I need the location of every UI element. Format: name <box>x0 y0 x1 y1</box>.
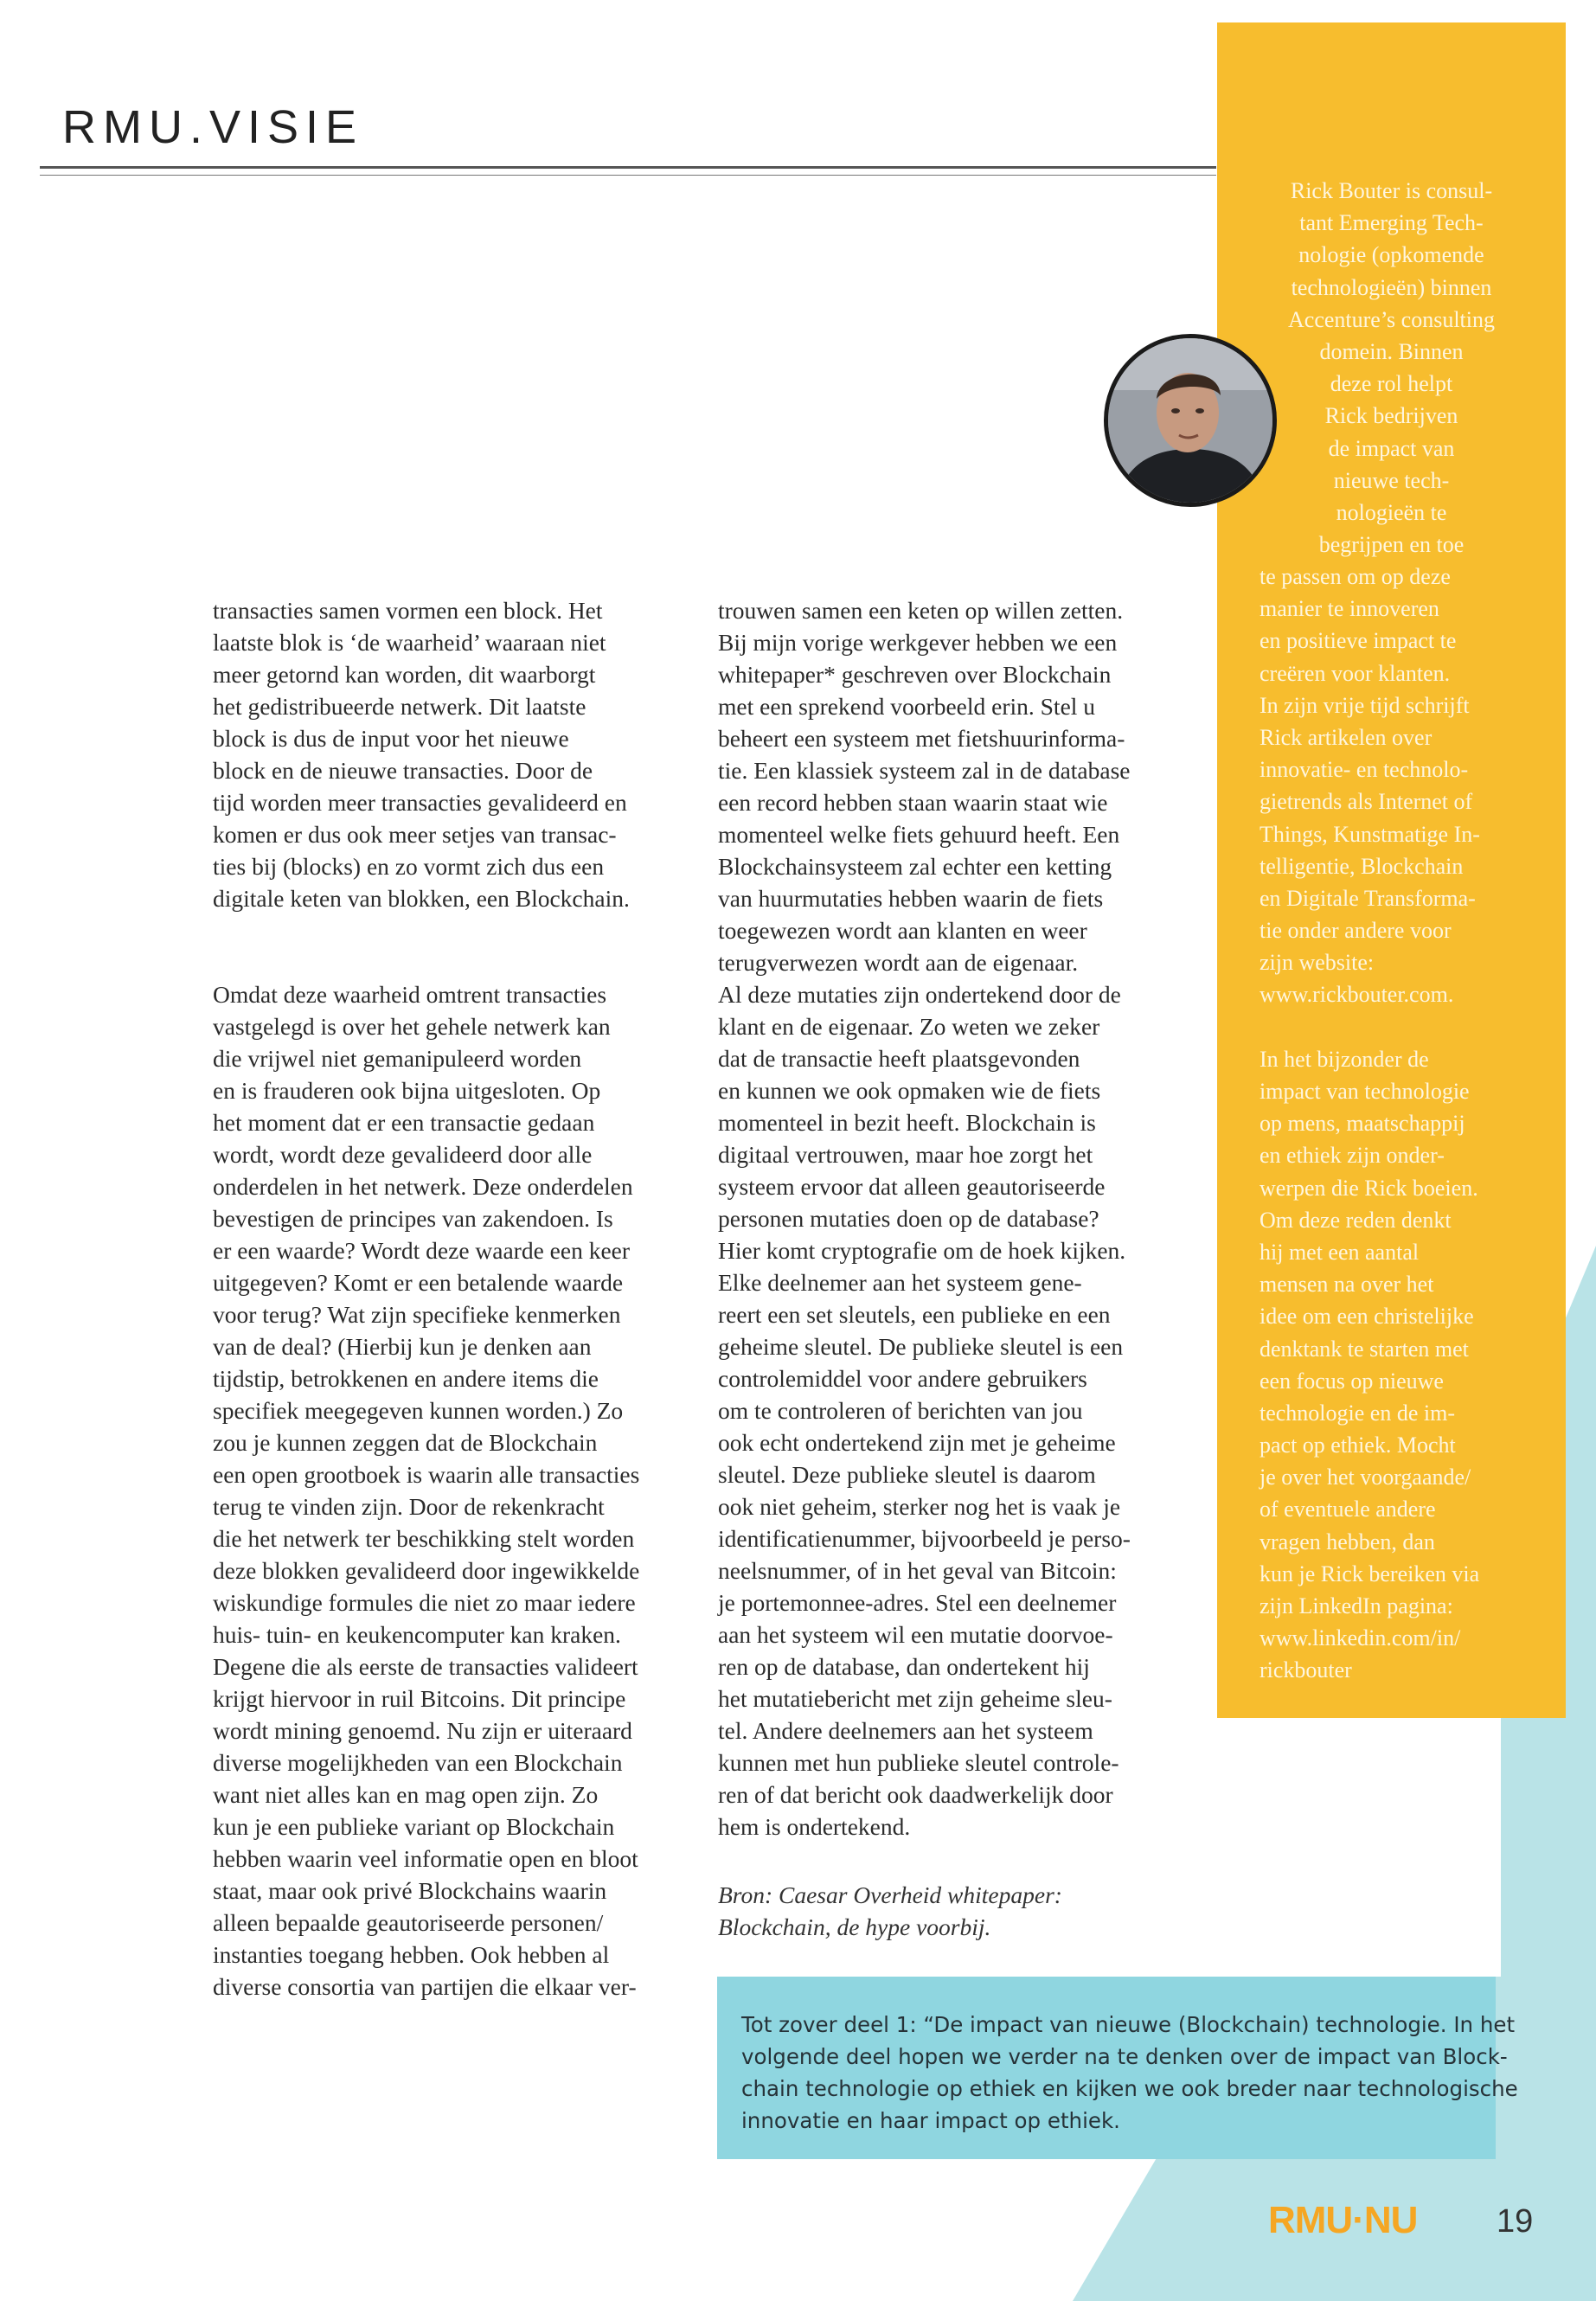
bio-line: Things, Kunstmatige In- <box>1259 821 1480 847</box>
bio-line: en ethiek zijn onder- <box>1259 1143 1445 1169</box>
bio-line: technologieën) binnen <box>1291 274 1492 300</box>
article-paragraph: transacties samen vormen een block. Het laatste blok is ‘de waarheid’ waaraan niet meer getornd kan worden, dit waarborgt het gedistribueerde netwerk. Dit laatste block is dus de input voor het nieuwe block en de nieuwe transacties. Door de tijd worden meer transacties gevalideerd en komen er dus ook meer setjes van transac- ties bij (blocks) en zo vormt zich dus een digitale keten van blokken, een Blockchain. <box>213 597 630 912</box>
bio-line: technologie en de im- <box>1259 1400 1455 1426</box>
bio-line: www.rickbouter.com. <box>1259 982 1454 1008</box>
bio-line: deze rol helpt <box>1330 371 1453 397</box>
bio-line: tant Emerging Tech- <box>1299 210 1484 236</box>
bio-line: gietrends als Internet of <box>1259 789 1473 815</box>
bio-line: manier te innoveren <box>1259 596 1439 622</box>
bio-line: domein. Binnen <box>1319 338 1464 364</box>
author-bio-intro <box>1217 175 1566 561</box>
article-paragraph: trouwen samen een keten op willen zetten. Bij mijn vorige werkgever hebben we een whitepaper* geschreven over Blockchain met een sprekend voorbeeld erin. Stel u beheert een systeem met fietshuurinforma- tie. Een klassiek systeem zal in de database een record hebben staan waarin staat wie momenteel welke fiets gehuurd heeft. Een Blockchainsysteem zal echter een ketting van huurmutaties hebben waarin de fiets toegewezen wordt aan klanten en weer terugverwezen wordt aan de eigenaar. Al deze mutaties zijn ondertekend door de klant en de eigenaar. Zo weten we zeker dat de transactie heeft plaatsgevonden en kunnen we ook opmaken wie de fiets momenteel in bezit heeft. Blockchain is digitaal vertrouwen, maar hoe zorgt het systeem ervoor dat alleen geautoriseerde personen mutaties doen op de database? Hier komt cryptografie om de hoek kijken. Elke deelnemer aan het systeem gene- reert een set sleutels, een publieke en een geheime sleutel. De publieke sleutel is een controlemiddel voor andere gebruikers om te controleren of berichten van jou ook echt ondertekend zijn met je geheime sleutel. Deze publieke sleutel is daarom ook niet geheim, sterker nog het is vaak je identificatienummer, bijvoorbeeld je perso- neelsnummer, of in het geval van Bitcoin: je portemonnee-adres. Stel een deelnemer aan het systeem wil een mutatie doorvoe- ren op de database, dan ondertekent hij het mutatiebericht met zijn geheime sleu- tel. Andere deelnemers aan het systeem kunnen met hun publieke sleutel controle- ren of dat bericht ook daadwerkelijk door hem is ondertekend. <box>718 597 1131 1840</box>
magazine-section-title: RMU.VISIE <box>62 101 364 153</box>
bio-line: vragen hebben, dan <box>1259 1529 1435 1554</box>
bio-line: In zijn vrije tijd schrijft <box>1259 692 1470 718</box>
bio-line: zijn website: <box>1259 950 1375 976</box>
bio-line: idee om een christelijke <box>1259 1304 1474 1330</box>
bio-line: tie onder andere voor <box>1259 918 1452 944</box>
author-bio-paragraph <box>1259 1043 1554 1687</box>
source-citation: Bron: Caesar Overheid whitepaper: Blockchain, de hype voorbij. <box>718 1881 1062 1940</box>
author-portrait <box>1104 334 1277 507</box>
bio-line: werpen die Rick boeien. <box>1259 1175 1478 1201</box>
bio-line: en Digitale Transforma- <box>1259 885 1476 911</box>
bio-line: mensen na over het <box>1259 1272 1434 1298</box>
bio-line: www.linkedin.com/in/ <box>1259 1625 1461 1651</box>
bio-line: nologieën te <box>1336 499 1447 525</box>
article-column-left <box>213 562 680 2067</box>
bio-line: Rick Bouter is consul- <box>1290 178 1493 203</box>
header-rule-thin <box>40 175 1216 176</box>
article-paragraph: Omdat deze waarheid omtrent transacties vastgelegd is over het gehele netwerk kan die vrijwel niet gemanipuleerd worden en is frauderen ook bijna uitgesloten. Op het moment dat er een transactie gedaan wordt, wordt deze gevalideerd door alle onderdelen in het netwerk. Deze onderdelen bevestigen de principes van zakendoen. Is er een waarde? Wordt deze waarde een keer uitgegeven? Komt er een betalende waarde voor terug? Wat zijn specifieke kenmerken van de deal? (Hierbij kun je denken aan tijdstip, betrokkenen en andere items die specifiek meegegeven kunnen worden.) Zo zou je kunnen zeggen dat de Blockchain een open grootboek is waarin alle transacties terug te vinden zijn. Door de rekenkracht die het netwerk ter beschikking stelt worden deze blokken gevalideerd door ingewikkelde wiskundige formules die niet zo maar iedere huis- tuin- en keukencomputer kan kraken. Degene die als eerste de transacties valideert krijgt hiervoor in ruil Bitcoins. Dit principe wordt mining genoemd. Nu zijn er uiteraard diverse mogelijkheden van een Blockchain want niet alles kan en mag open zijn. Zo kun je een publieke variant op Blockchain hebben waarin veel informatie open en bloot staat, maar ook privé Blockchains waarin alleen bepaalde geautoriseerde personen/ instanties toegang hebben. Ook hebben al diverse consortia van partijen die elkaar ver- <box>213 981 640 2000</box>
bio-line: In het bijzonder de <box>1259 1046 1429 1072</box>
bio-line: te passen om op deze <box>1259 564 1451 589</box>
bio-line: begrijpen en toe <box>1318 532 1465 558</box>
bio-line: en positieve impact te <box>1259 628 1457 654</box>
header-rule <box>40 166 1216 169</box>
bio-line: creëren voor klanten. <box>1259 660 1451 686</box>
bio-line: of eventuele andere <box>1259 1497 1436 1522</box>
callout-line: Tot zover deel 1: “De impact van nieuwe (Blockchain) technologie. In het <box>741 2012 1516 2037</box>
bio-line: Rick bedrijven <box>1324 403 1458 429</box>
person-icon <box>1108 338 1272 503</box>
bio-line: denktank te starten met <box>1259 1336 1469 1362</box>
bio-line: rickbouter <box>1259 1657 1352 1683</box>
bio-line: nologie (opkomende <box>1298 242 1484 268</box>
bio-line: Rick artikelen over <box>1259 724 1433 750</box>
callout-line: volgende deel hopen we verder na te denken over de impact van Block- <box>741 2044 1508 2069</box>
bio-line: je over het voorgaande/ <box>1259 1465 1471 1490</box>
rmu-nu-logo: RMU·NU <box>1268 2199 1418 2241</box>
callout-text <box>741 2009 1518 2137</box>
bio-line: kun je Rick bereiken via <box>1259 1561 1480 1586</box>
bio-line: pact op ethiek. Mocht <box>1259 1433 1456 1458</box>
bio-line: nieuwe tech- <box>1333 467 1450 493</box>
bio-line: innovatie- en technolo- <box>1259 757 1469 783</box>
callout-line: chain technologie op ethiek en kijken we ook breder naar technologische <box>741 2076 1518 2101</box>
author-bio-body <box>1259 561 1554 1719</box>
article-column-middle <box>718 562 1185 1907</box>
author-bio-paragraph <box>1259 561 1554 1011</box>
bio-line: impact van technologie <box>1259 1079 1470 1104</box>
bio-line: hij met een aantal <box>1259 1239 1420 1265</box>
bio-line: op mens, maatschappij <box>1259 1111 1465 1137</box>
bio-line: telligentie, Blockchain <box>1259 853 1464 879</box>
bio-line: Accenture’s consulting <box>1288 306 1495 332</box>
bio-line: een focus op nieuwe <box>1259 1368 1444 1394</box>
bio-line: de impact van <box>1328 435 1455 461</box>
page-number: 19 <box>1497 2203 1534 2240</box>
bio-line: Om deze reden denkt <box>1259 1207 1452 1233</box>
bio-line: zijn LinkedIn pagina: <box>1259 1593 1453 1618</box>
callout-line: innovatie en haar impact op ethiek. <box>741 2108 1120 2133</box>
